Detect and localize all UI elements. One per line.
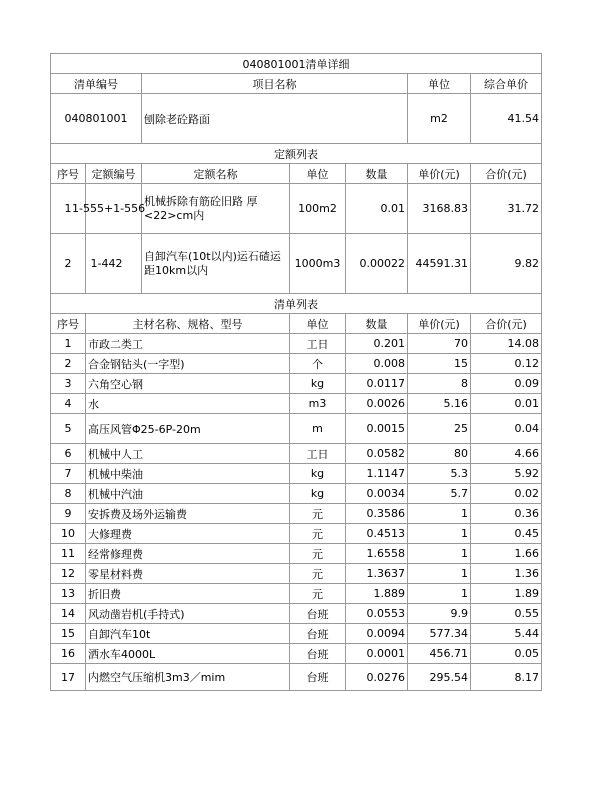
list-row [51, 624, 542, 644]
list-row [51, 484, 542, 504]
quota-section-title: 定额列表 [51, 144, 542, 164]
list-header-cell: 单价(元) [408, 314, 471, 334]
list-cell: 0.3586 [346, 504, 408, 524]
list-cell: 台班 [290, 644, 346, 664]
quota-header-cell: 定额编号 [86, 164, 142, 184]
quota-cell: 2 [51, 234, 86, 294]
list-cell: 0.01 [471, 394, 542, 414]
list-cell: m3 [290, 394, 346, 414]
list-header-cell: 单位 [290, 314, 346, 334]
bill-detail-table [50, 53, 542, 691]
list-row [51, 464, 542, 484]
list-cell: 零星材料费 [86, 564, 290, 584]
list-cell: 0.45 [471, 524, 542, 544]
list-cell: 元 [290, 504, 346, 524]
list-cell: 3 [51, 374, 86, 394]
list-cell: 元 [290, 564, 346, 584]
list-cell: 大修理费 [86, 524, 290, 544]
quota-header-cell: 合价(元) [471, 164, 542, 184]
list-cell: 0.0582 [346, 444, 408, 464]
list-cell: 0.09 [471, 374, 542, 394]
list-cell: 洒水车4000L [86, 644, 290, 664]
quota-cell: 0.00022 [346, 234, 408, 294]
quota-cell: 100m2 [290, 184, 346, 234]
quota-cell: 机械拆除有筋砼旧路 厚<22>cm内 [142, 184, 290, 234]
list-cell: 1.889 [346, 584, 408, 604]
quota-code: 1-442 [90, 257, 123, 270]
list-cell: 10 [51, 524, 86, 544]
list-cell: 元 [290, 544, 346, 564]
list-cell: 机械中柴油 [86, 464, 290, 484]
list-cell: 5.92 [471, 464, 542, 484]
list-cell: 0.02 [471, 484, 542, 504]
list-cell: 6 [51, 444, 86, 464]
quota-cell: 1 [51, 184, 86, 234]
quota-header-cell: 单位 [290, 164, 346, 184]
list-cell: 1 [408, 564, 471, 584]
list-cell: 1 [408, 584, 471, 604]
list-cell: 12 [51, 564, 86, 584]
list-cell: 0.201 [346, 334, 408, 354]
list-cell: 14 [51, 604, 86, 624]
list-cell: 合金钢钻头(一字型) [86, 354, 290, 374]
list-header-cell: 数量 [346, 314, 408, 334]
list-cell: 11 [51, 544, 86, 564]
list-cell: 1.1147 [346, 464, 408, 484]
list-cell: 0.0001 [346, 644, 408, 664]
list-cell: 1 [408, 524, 471, 544]
quota-cell: 31.72 [471, 184, 542, 234]
list-cell: 16 [51, 644, 86, 664]
quota-cell [72, 184, 146, 234]
quota-row [51, 234, 542, 294]
header-code: 清单编号 [51, 74, 142, 94]
list-row [51, 664, 542, 691]
quota-cell: 0.01 [346, 184, 408, 234]
quota-cell: 3168.83 [408, 184, 471, 234]
list-cell: 工日 [290, 444, 346, 464]
list-cell: 80 [408, 444, 471, 464]
list-header-cell: 合价(元) [471, 314, 542, 334]
item-unit: m2 [408, 94, 471, 144]
list-cell: 台班 [290, 664, 346, 691]
list-header-cell: 主材名称、规格、型号 [86, 314, 290, 334]
list-cell: 台班 [290, 624, 346, 644]
list-cell: 市政二类工 [86, 334, 290, 354]
list-cell: 0.008 [346, 354, 408, 374]
header-name: 项目名称 [142, 74, 408, 94]
list-cell: 13 [51, 584, 86, 604]
list-cell: 元 [290, 584, 346, 604]
quota-cell: 9.82 [471, 234, 542, 294]
quota-code: 1-555+1-556 [72, 202, 146, 215]
list-cell: 元 [290, 524, 346, 544]
list-row [51, 394, 542, 414]
list-cell: 8 [408, 374, 471, 394]
list-cell: 0.0015 [346, 414, 408, 444]
list-row [51, 524, 542, 544]
list-cell: 1.36 [471, 564, 542, 584]
list-row [51, 504, 542, 524]
list-cell: 工日 [290, 334, 346, 354]
list-cell: 5.7 [408, 484, 471, 504]
list-cell: 风动凿岩机(手持式) [86, 604, 290, 624]
list-cell: 8 [51, 484, 86, 504]
list-cell: 0.36 [471, 504, 542, 524]
list-cell: 高压风管Φ25-6P-20m [86, 414, 290, 444]
quota-cell [86, 234, 142, 294]
list-cell: 9 [51, 504, 86, 524]
header-unit: 单位 [408, 74, 471, 94]
list-cell: 0.12 [471, 354, 542, 374]
quota-cell: 自卸汽车(10t以内)运石碴运距10km以内 [142, 234, 290, 294]
list-cell: 1.66 [471, 544, 542, 564]
list-cell: 70 [408, 334, 471, 354]
list-cell: 折旧费 [86, 584, 290, 604]
list-cell: 456.71 [408, 644, 471, 664]
list-cell: 安拆费及场外运输费 [86, 504, 290, 524]
list-row [51, 444, 542, 464]
list-cell: 5.44 [471, 624, 542, 644]
list-cell: 机械中人工 [86, 444, 290, 464]
quota-cell: 44591.31 [408, 234, 471, 294]
list-cell: m [290, 414, 346, 444]
list-cell: 7 [51, 464, 86, 484]
table-title: 040801001清单详细 [51, 54, 542, 74]
list-cell: 1 [408, 544, 471, 564]
list-cell: 15 [408, 354, 471, 374]
list-row [51, 414, 542, 444]
list-cell: 机械中汽油 [86, 484, 290, 504]
list-cell: 1 [408, 504, 471, 524]
list-cell: 4 [51, 394, 86, 414]
list-cell: 自卸汽车10t [86, 624, 290, 644]
list-row [51, 374, 542, 394]
list-cell: 1.3637 [346, 564, 408, 584]
list-cell: 9.9 [408, 604, 471, 624]
list-cell: 0.55 [471, 604, 542, 624]
list-row [51, 564, 542, 584]
list-cell: 5 [51, 414, 86, 444]
list-cell: 水 [86, 394, 290, 414]
list-cell: 1.89 [471, 584, 542, 604]
list-row [51, 584, 542, 604]
list-cell: 0.0034 [346, 484, 408, 504]
quota-header-cell: 定额名称 [142, 164, 290, 184]
list-cell: kg [290, 484, 346, 504]
quota-header-cell: 数量 [346, 164, 408, 184]
quota-cell: 1000m3 [290, 234, 346, 294]
list-cell: 0.4513 [346, 524, 408, 544]
list-cell: 个 [290, 354, 346, 374]
list-row [51, 644, 542, 664]
list-cell: 0.04 [471, 414, 542, 444]
list-row [51, 604, 542, 624]
list-cell: 内燃空气压缩机3m3／mim [86, 664, 290, 691]
quota-header-cell: 单价(元) [408, 164, 471, 184]
list-cell: 2 [51, 354, 86, 374]
list-cell: kg [290, 464, 346, 484]
list-header-cell: 序号 [51, 314, 86, 334]
list-cell: 8.17 [471, 664, 542, 691]
list-cell: 六角空心钢 [86, 374, 290, 394]
quota-header-cell: 序号 [51, 164, 86, 184]
list-cell: 0.0026 [346, 394, 408, 414]
list-cell: 5.16 [408, 394, 471, 414]
list-cell: 1.6558 [346, 544, 408, 564]
list-cell: 14.08 [471, 334, 542, 354]
list-cell: 25 [408, 414, 471, 444]
item-price: 41.54 [471, 94, 542, 144]
quota-row [51, 184, 542, 234]
list-cell: 5.3 [408, 464, 471, 484]
list-cell: kg [290, 374, 346, 394]
list-cell: 0.05 [471, 644, 542, 664]
list-cell: 0.0553 [346, 604, 408, 624]
list-cell: 0.0276 [346, 664, 408, 691]
list-cell: 4.66 [471, 444, 542, 464]
list-cell: 577.34 [408, 624, 471, 644]
item-code: 040801001 [51, 94, 142, 144]
list-cell: 295.54 [408, 664, 471, 691]
list-row [51, 544, 542, 564]
list-cell: 0.0117 [346, 374, 408, 394]
list-section-title: 清单列表 [51, 294, 542, 314]
list-cell: 15 [51, 624, 86, 644]
list-cell: 台班 [290, 604, 346, 624]
list-cell: 0.0094 [346, 624, 408, 644]
list-row [51, 334, 542, 354]
list-row [51, 354, 542, 374]
header-price: 综合单价 [471, 74, 542, 94]
list-cell: 1 [51, 334, 86, 354]
list-cell: 经常修理费 [86, 544, 290, 564]
item-name: 刨除老砼路面 [142, 94, 408, 144]
list-cell: 17 [51, 664, 86, 691]
